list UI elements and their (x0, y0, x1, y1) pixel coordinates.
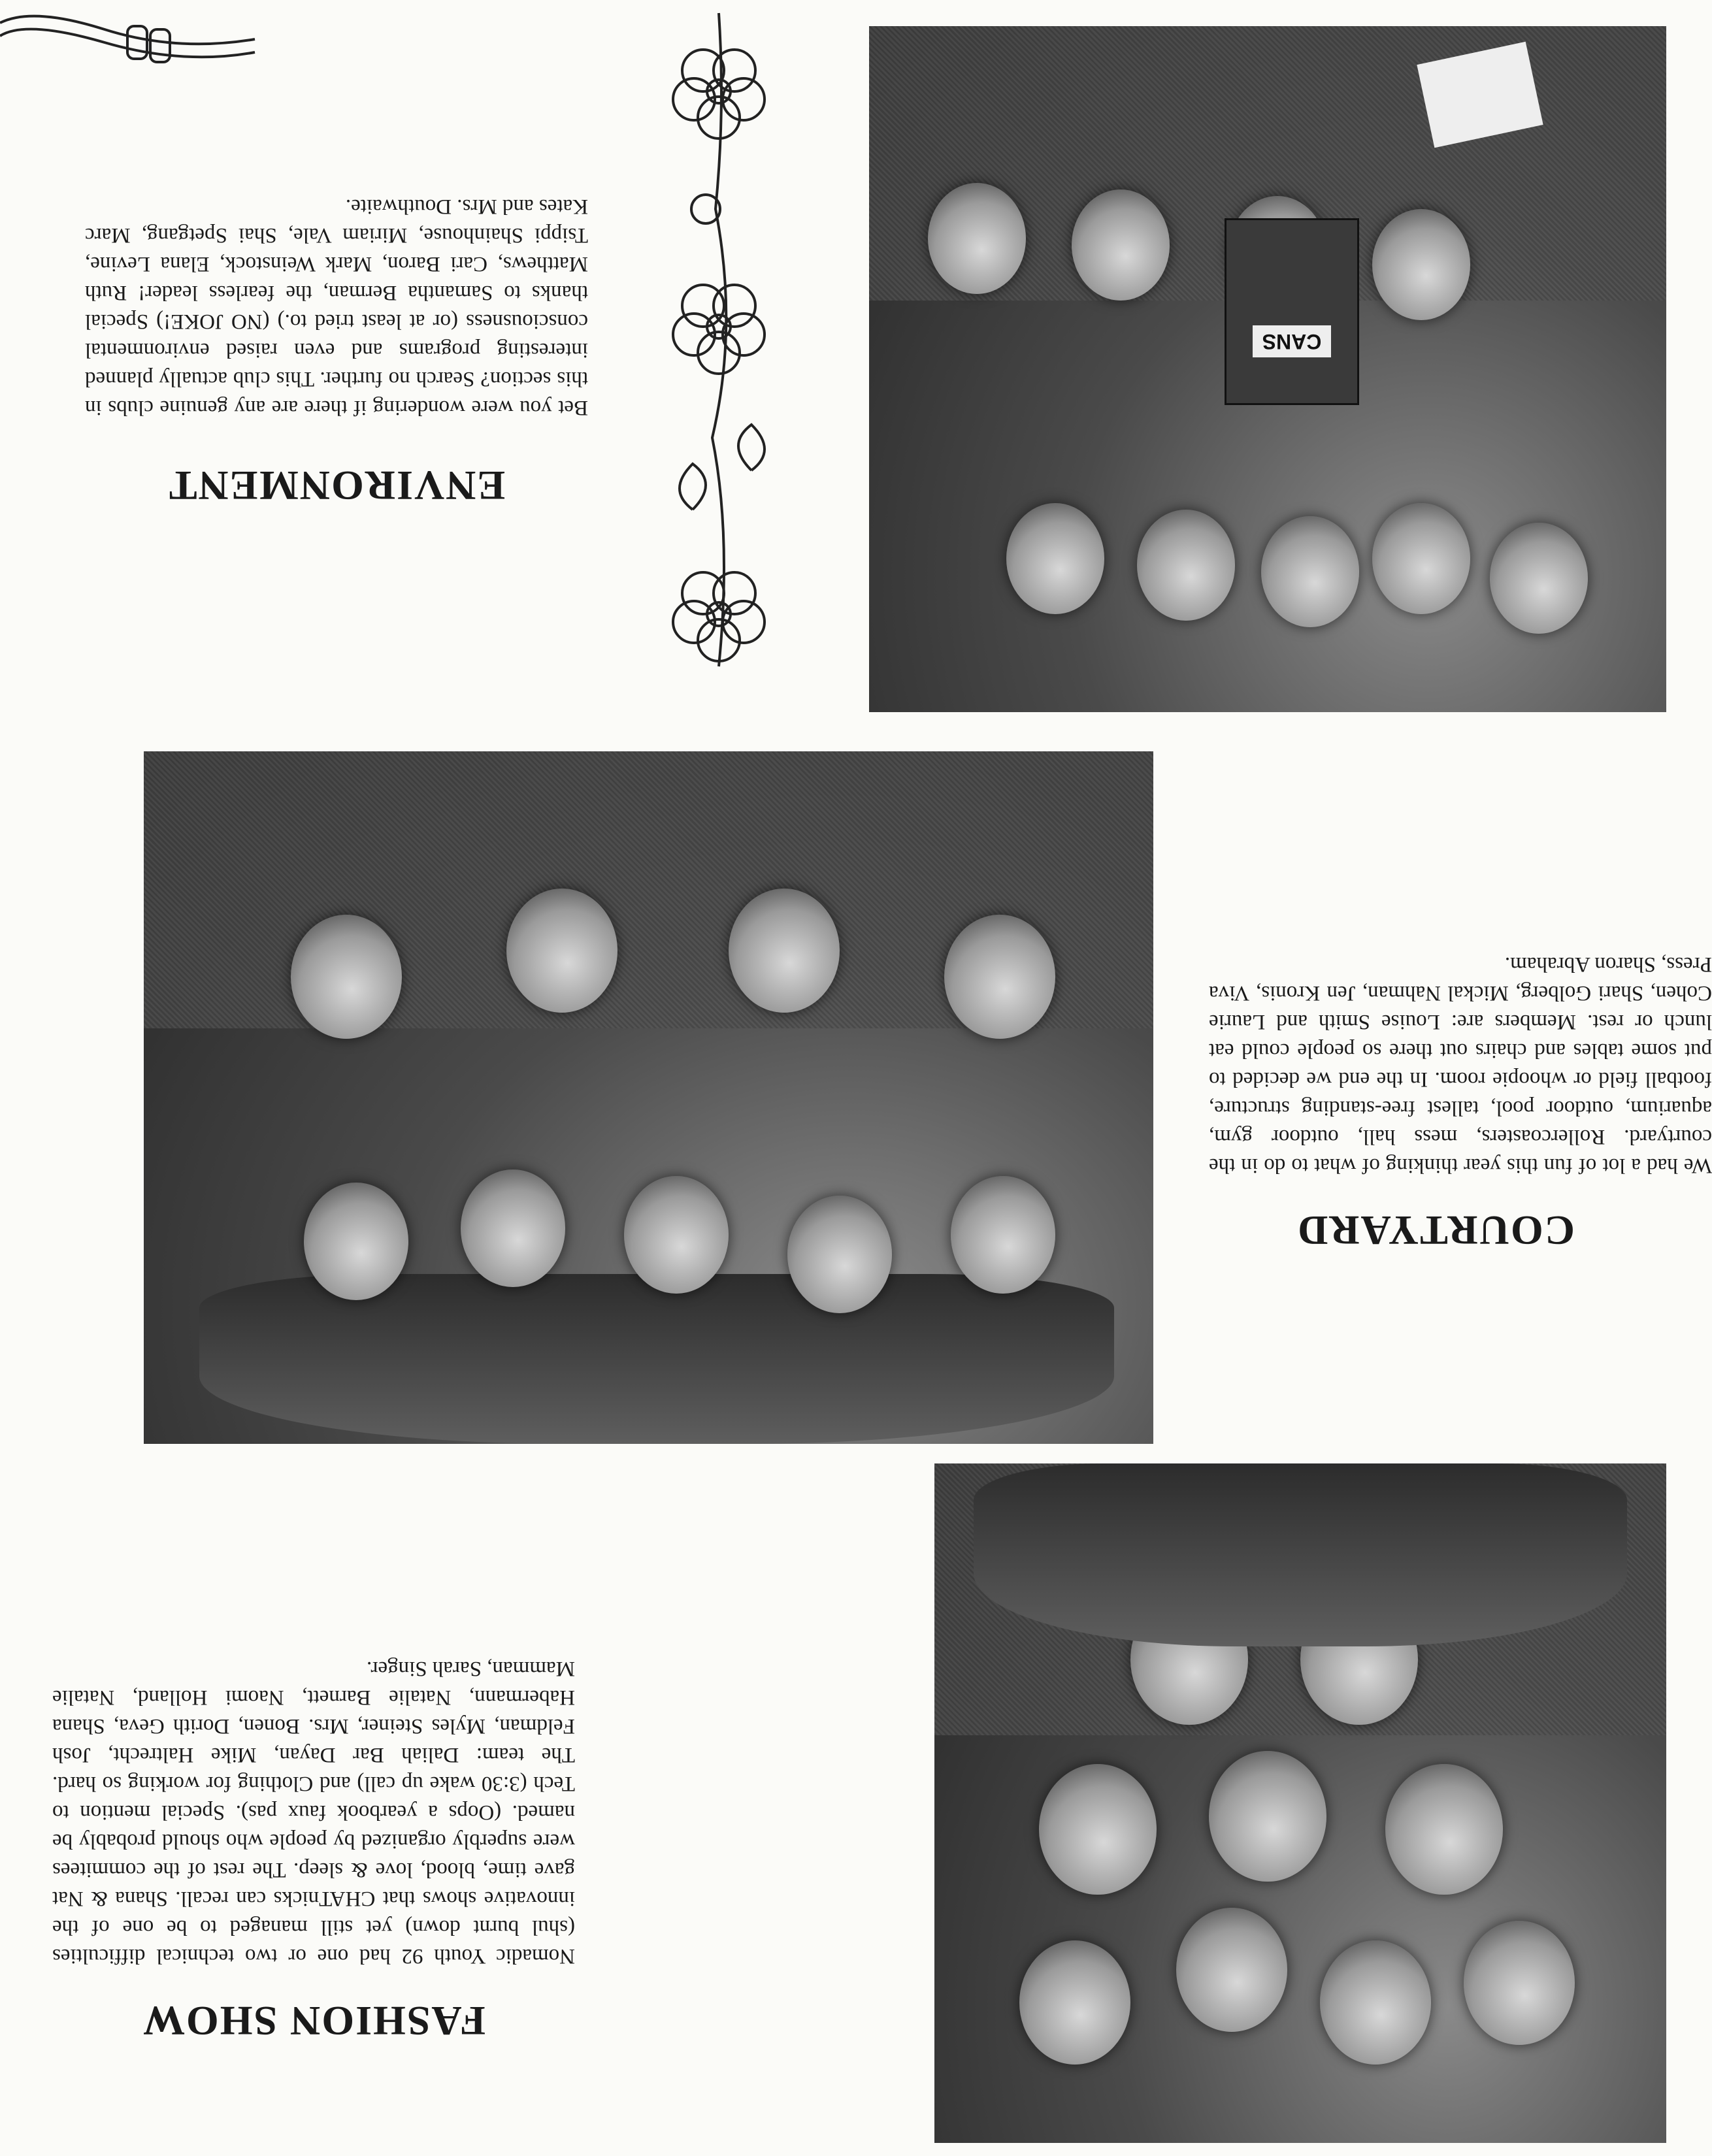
courtyard-section (1209, 950, 1712, 1254)
courtyard-photo (144, 751, 1153, 1444)
environment-photo (869, 26, 1666, 712)
fashion-show-text: Nomadic Youth 92 had one or two technical difficulties (shul burnt down) yet still managed to be one of the innovative shows that CHATnicks can recall. Shana & Nat gave time, blood, love & sleep. The rest of the commitees were superbly organized by people who should probably be named. (Oops a yearbook faux pas). Special mention to Tech (3:30 wake up call) and Clothing for working so hard. The team: Daliah Bar Dayan, Mike Haltrecht, Josh Feldman, Myles Steiner, Mrs. Bonen, Dorith Geva, Shana Habermann, Natalie Barnett, Naomi Holland, Natalie Mamman, Sarah Singer. (52, 1657, 575, 1968)
courtyard-heading: COURTYARD (1296, 1207, 1575, 1254)
environment-text: Bet you were wondering if there are any genuine clubs in this section? Search no further. This club actually planned interesting programs and even raised environmental consciousness (or at least tried to.) (NO JOKE!) Special thanks to Samantha Berman, the fearless leader! Ruth Matthews, Cari Baron, Mark Weinstock, Elana Levine, Tsippi Shainhouse, Miriam Vale, Shai Spetgang, Marc Kates and Mrs. Douthwaite. (85, 195, 588, 419)
environment-section (85, 192, 588, 510)
courtyard-text: We had a lot of fun this year thinking of what to do in the courtyard. Rollercoasters, mess hall, outdoor gym, aquarium, outdoor pool, tallest free-standing structure, football field or whoopie room. In the end we decided to put some tables and chairs out there so people could eat lunch or rest. Members are: Louise Smith and Laurie Cohen, Shari Golberg, Mickal Nahman, Jen Kronis, Viva Press, Sharon Abraham. (1209, 953, 1712, 1177)
environment-heading: ENVIRONMENT (167, 463, 506, 509)
cans-sign: CANS (1253, 325, 1331, 357)
fashion-show-section (52, 1654, 575, 2045)
fashion-show-photo (934, 1463, 1666, 2143)
branch-doodle-icon (0, 0, 261, 91)
flower-doodle-icon (660, 13, 778, 666)
fashion-show-heading: FASHION SHOW (142, 1998, 486, 2044)
